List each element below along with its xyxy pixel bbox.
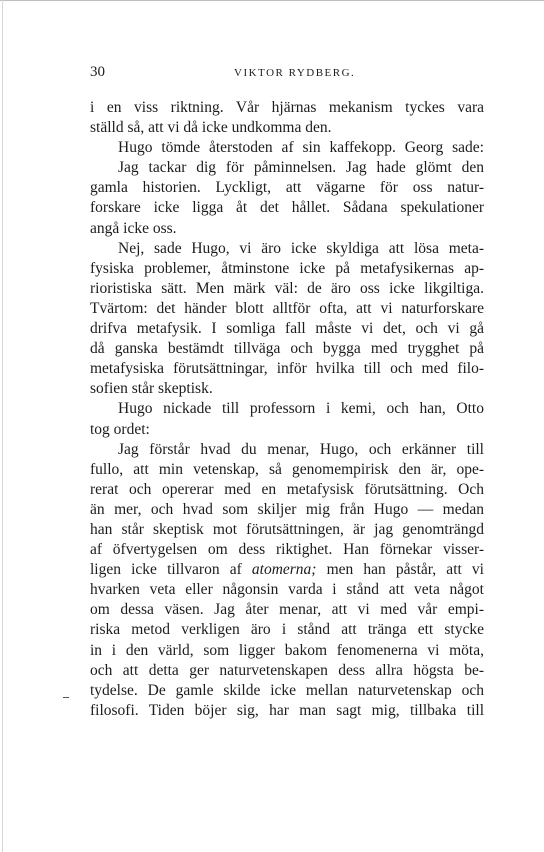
text-line: ligen icke tillvaron af atomerna; men han påstår, att vi xyxy=(90,561,484,579)
scan-edge-left xyxy=(2,0,3,852)
scan-edge-top xyxy=(0,0,544,5)
text-line: Jag tackar dig för påminnelsen. Jag hade glömt den xyxy=(118,159,484,177)
text-line: rerat och opererar med en metafysisk förutsättning. Och xyxy=(90,480,484,498)
text-line: af öfvertygelsen om dess riktighet. Han förnekar visser- xyxy=(90,541,484,559)
text-line: riska metod verkligen äro i stånd att tränga ett stycke xyxy=(90,621,484,639)
text-line: metafysiska förutsättningar, inför hvilka till och med filo- xyxy=(90,360,484,378)
text-line: drifva metafysik. I somliga fall måste vi det, och vi gå xyxy=(90,320,484,338)
text-line: Jag förstår hvad du menar, Hugo, och erkänner till xyxy=(118,440,484,458)
text-line: gamla historien. Lyckligt, att vägarne för oss natur- xyxy=(90,179,484,197)
text-line: tydelse. De gamle skilde icke mellan naturvetenskap och xyxy=(90,681,484,699)
page-header xyxy=(90,64,484,84)
text-line: hvarken veta eller någonsin varda i stånd att veta något xyxy=(90,581,484,599)
running-head: VIKTOR RYDBERG. xyxy=(234,67,356,79)
text-line: filosofi. Tiden böjer sig, har man sagt mig, tillbaka till xyxy=(90,701,484,719)
text-line: i en viss riktning. Vår hjärnas mekanism tyckes vara xyxy=(90,99,484,116)
text-line: då ganska bestämdt tillväga och bygga med trygghet på xyxy=(90,340,484,358)
text-line: fullo, att min vetenskap, så genomempirisk den är, ope- xyxy=(90,460,484,478)
margin-mark xyxy=(63,697,69,698)
text-line: in i den värld, som ligger bakom fenomenerna vi möta, xyxy=(90,641,484,659)
text-line: sofien står skeptisk. xyxy=(90,380,213,398)
text-line: ställd så, att vi då icke undkomma den. xyxy=(90,119,332,137)
text-line: rioristiska sätt. Men märk väl: de äro oss icke likgiltiga. xyxy=(90,279,484,297)
text-line: Nej, sade Hugo, vi äro icke skyldiga att lösa meta- xyxy=(118,239,484,257)
text-line: om dessa väsen. Jag åter menar, att vi med vår empi- xyxy=(90,601,484,619)
text-line: fysiska problemer, åtminstone icke på metafysikernas ap- xyxy=(90,259,484,277)
text-line: forskare icke ligga åt det hållet. Sådana spekulationer xyxy=(90,199,484,217)
text-line: han står skeptisk mot förutsättningen, är jag genomträngd xyxy=(90,520,484,538)
text-line: angå icke oss. xyxy=(90,219,177,237)
page-number: 30 xyxy=(90,64,105,80)
text-line: och att detta ger naturvetenskapen dess allra högsta be- xyxy=(90,661,484,679)
text-line: tog ordet: xyxy=(90,420,150,438)
text-line: Hugo nickade till professorn i kemi, och han, Otto xyxy=(118,400,484,418)
text-line: Hugo tömde återstoden af sin kaffekopp. Georg sade: xyxy=(118,139,484,157)
text-line: än mer, och hvad som skiljer mig från Hugo — medan xyxy=(90,500,484,518)
emphasized-word: atomerna; xyxy=(251,561,317,579)
body-text xyxy=(90,98,484,721)
text-line: Tvärtom: det händer blott alltför ofta, att vi naturforskare xyxy=(90,299,484,317)
